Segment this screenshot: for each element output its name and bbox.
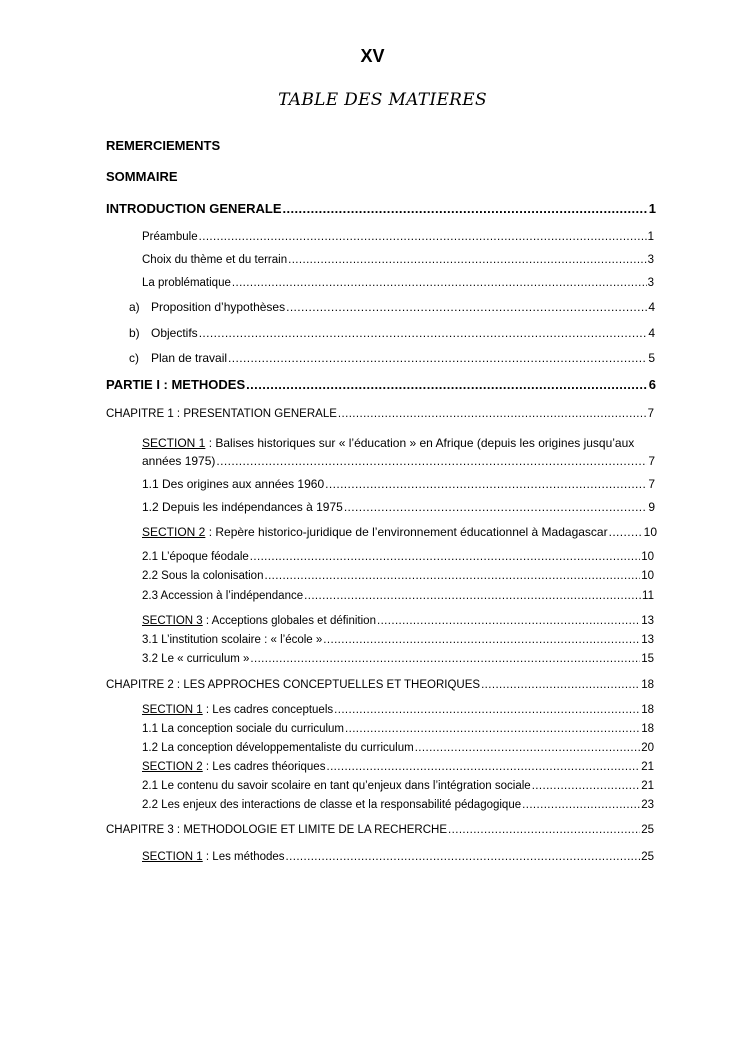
toc-remerciements[interactable]: REMERCIEMENTS [106,138,221,153]
toc-intro[interactable]: INTRODUCTION GENERALE ..... 1 [106,201,656,216]
toc-section-2[interactable]: SECTION 2 : Repère historico-juridique de l’environnement éducationnel à Madagascar ..... 10 [142,525,657,539]
page-number: XV [360,46,385,66]
toc-chapitre-1[interactable]: CHAPITRE 1 : PRESENTATION GENERALE ..... 7 [106,408,654,420]
toc-section-1[interactable]: SECTION 1 : Les cadres conceptuels ..... 18 [142,704,654,716]
toc-section-1[interactable]: SECTION 1 : Les méthodes ..... 25 [142,851,654,863]
toc-section-3[interactable]: SECTION 3 : Acceptions globales et définition ..... 13 [142,615,654,627]
page-title: TABLE DES MATIERES [278,90,487,110]
toc-sommaire[interactable]: SOMMAIRE [106,169,178,184]
toc-entry[interactable]: 3.2 Le « curriculum » ..... 15 [142,653,654,665]
toc-entry[interactable]: Choix du thème et du terrain ..... 3 [142,254,654,266]
toc-entry[interactable]: 1.2 Depuis les indépendances à 1975 ..... 9 [142,500,655,514]
toc-section-2[interactable]: SECTION 2 : Les cadres théoriques ..... 21 [142,761,654,773]
toc-section-1-line2[interactable]: années 1975) ..... 7 [142,454,655,468]
toc-entry[interactable]: La problématique ..... 3 [142,277,654,289]
toc-entry[interactable]: 1.2 La conception développementaliste du curriculum ..... 20 [142,742,654,754]
toc-entry[interactable]: 1.1 Des origines aux années 1960 ..... 7 [142,477,655,491]
toc-partie-1[interactable]: PARTIE I : METHODES ..... 6 [106,377,656,392]
toc-entry[interactable]: 2.2 Les enjeux des interactions de classe et la responsabilité pédagogique ..... 23 [142,799,654,811]
toc-entry[interactable]: a) Proposition d’hypothèses ..... 4 [129,300,655,314]
toc-entry[interactable]: c) Plan de travail ..... 5 [129,351,655,365]
toc-entry[interactable]: b) Objectifs ..... 4 [129,326,655,340]
toc-section-1-line1[interactable]: SECTION 1 : Balises historiques sur « l’éducation » en Afrique (depuis les origines jusqu’aux [142,436,635,450]
toc-entry[interactable]: 3.1 L’institution scolaire : « l’école » ..... 13 [142,634,654,646]
toc-chapitre-2[interactable]: CHAPITRE 2 : LES APPROCHES CONCEPTUELLES ET THEORIQUES ..... 18 [106,679,654,691]
toc-entry[interactable]: Préambule ..... 1 [142,231,654,243]
toc-chapitre-3[interactable]: CHAPITRE 3 : METHODOLOGIE ET LIMITE DE LA RECHERCHE ..... 25 [106,824,654,836]
toc-entry[interactable]: 2.1 L’époque féodale ..... 10 [142,551,654,563]
toc-entry[interactable]: 1.1 La conception sociale du curriculum ..... 18 [142,723,654,735]
toc-entry[interactable]: 2.2 Sous la colonisation ..... 10 [142,570,654,582]
toc-entry[interactable]: 2.1 Le contenu du savoir scolaire en tant qu’enjeux dans l’intégration sociale ..... 21 [142,780,654,792]
toc-entry[interactable]: 2.3 Accession à l’indépendance ..... 11 [142,590,654,602]
